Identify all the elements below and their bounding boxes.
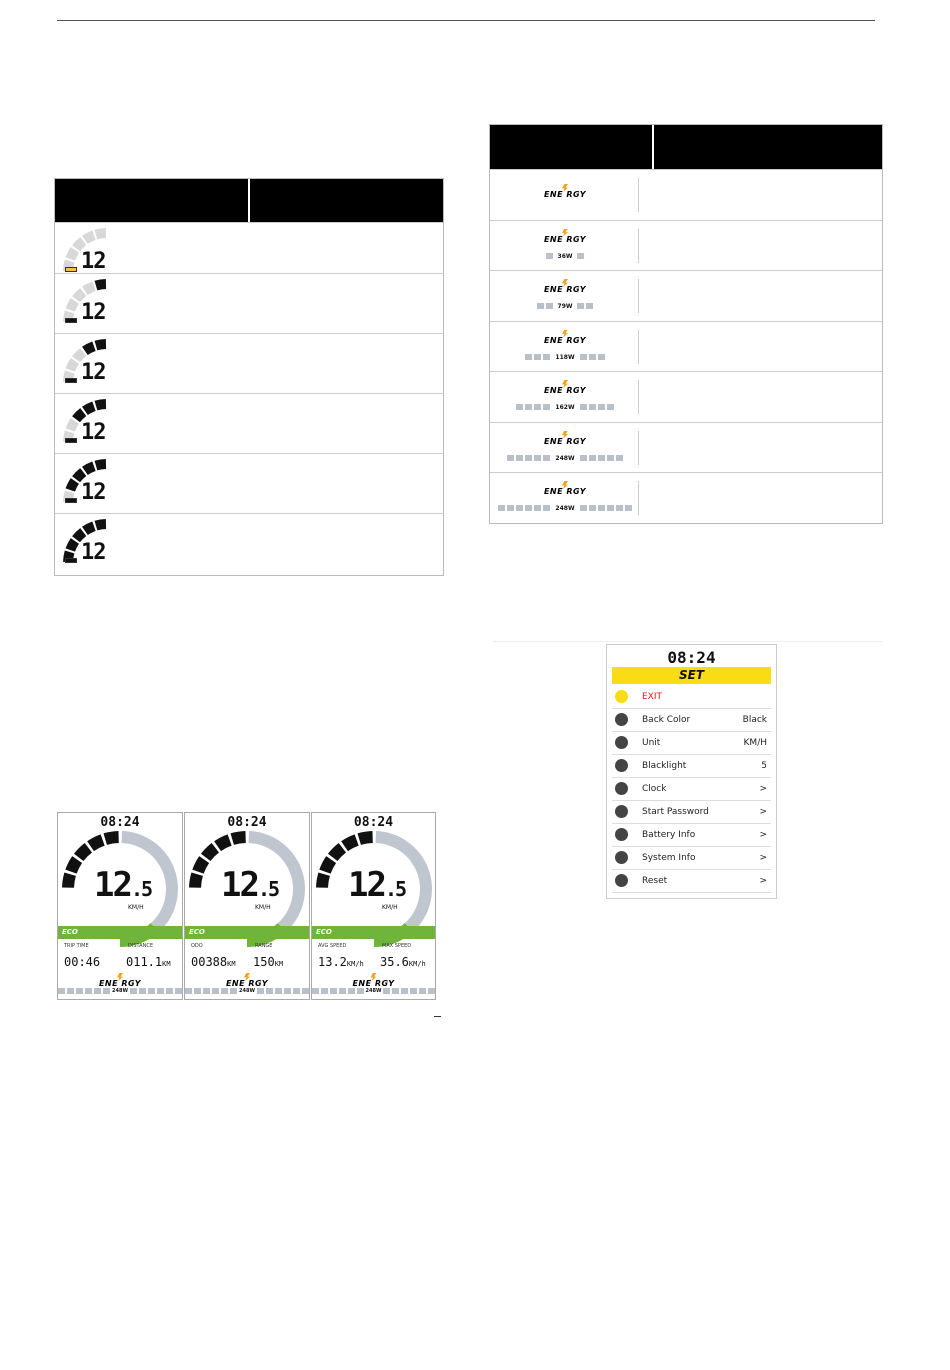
battery-percent-badge [65,378,77,383]
stat-value-left-number: 00388 [191,955,228,969]
speedometer-icon [615,736,628,749]
assist-level-row [55,513,443,574]
energy-bar-meter [58,988,182,994]
energy-bar [185,988,192,994]
energy-bar [625,505,632,511]
cell-divider [638,380,639,414]
energy-bar [284,988,291,994]
energy-bar [543,404,550,410]
eco-mode-bar: ECO [312,926,435,939]
energy-level-row [490,220,882,271]
stat-value-right [380,955,426,969]
stat-value-right-number: 150 [253,955,275,969]
assist-level-row [55,393,443,454]
energy-bar-meter [312,988,435,994]
stat-value-right-unit: KM [274,960,284,968]
gauge-segment [341,834,358,851]
energy-logo-text: ENE RGY [543,487,587,496]
set-menu-item-value: > [759,853,767,863]
battery-percent-badge [65,318,77,323]
energy-bar [534,455,541,461]
energy-logo [490,330,640,345]
set-menu-panel [606,644,777,899]
gauge-segment [95,228,107,239]
gauge-segment [319,856,336,873]
gauge-segment [87,834,104,851]
battery-percent-badge [65,438,77,443]
energy-bar [598,505,605,511]
gauge-segment [82,522,96,535]
gauge-segment [82,402,96,415]
energy-bar [266,988,273,994]
gauge-segment [66,298,79,312]
assist-gauge-number: 12 [81,300,106,325]
energy-bar [598,354,605,360]
energy-bar [586,303,593,309]
energy-watt: 118W [555,353,575,361]
energy-level-row [490,321,882,372]
set-menu-title: SET [612,667,771,684]
energy-bar [194,988,201,994]
stat-value-right-number: 35.6 [380,955,409,969]
energy-logo-text: ENE RGY [543,190,587,199]
stat-value-left [318,955,364,969]
energy-bar-meter [490,404,640,411]
energy-bar [293,988,300,994]
dash-mark [434,1016,441,1017]
energy-bar [221,988,228,994]
energy-bar [525,354,532,360]
assist-gauge-number: 12 [81,360,106,385]
exit-icon [615,690,628,703]
energy-bar [598,455,605,461]
stat-value-right-unit: KM/h [408,960,426,968]
set-menu-item-start-password[interactable] [612,801,771,824]
stat-label-right: RANGE [255,943,273,949]
stat-value-left-number: 13.2 [318,955,347,969]
palette-icon [615,713,628,726]
energy-watt: 248W [239,988,255,994]
energy-bar [580,404,587,410]
energy-bar [607,455,614,461]
energy-bar [525,404,532,410]
energy-bar [275,988,282,994]
assist-level-row [55,333,443,394]
energy-bar [543,455,550,461]
energy-bar [130,988,137,994]
gauge-segment [95,519,107,530]
screen-clock: 08:24 [100,815,140,830]
energy-bar [498,505,505,511]
stat-value-left [191,955,236,969]
screen-clock: 08:24 [227,815,267,830]
gauge-segment [66,358,79,372]
set-menu-item-label: Reset [642,876,668,886]
energy-bar [589,505,596,511]
set-menu-item-label: Unit [642,738,661,748]
energy-watt: 36W [557,252,573,260]
cell-divider [638,279,639,313]
energy-bar [616,505,623,511]
gauge-segment [316,873,330,888]
gauge-segment [214,834,231,851]
set-menu-item-back-color[interactable] [612,709,771,732]
gauge-segment [95,279,107,290]
screen-clock: 08:24 [353,815,394,830]
speed-unit: KM/H [255,904,271,911]
energy-bar [589,455,596,461]
assist-level-table [54,178,444,576]
energy-bar [230,988,237,994]
energy-bar [577,303,584,309]
stat-label-right: MAX SPEED [382,943,412,949]
energy-logo [490,431,640,446]
cell-divider [638,481,639,515]
speed-decimal: .5 [130,877,152,901]
energy-bar [157,988,164,994]
energy-bar [419,988,426,994]
energy-bar-meter [490,303,640,310]
stat-value-right-number: 011.1 [126,955,163,969]
gauge-segment [82,282,96,295]
cell-divider [638,431,639,465]
set-menu-item-unit[interactable] [612,732,771,755]
set-menu-item-value: > [759,807,767,817]
set-menu-item-label: System Info [642,853,696,863]
energy-bar [58,988,65,994]
gauge-segment [82,231,96,244]
energy-bar [103,988,110,994]
eco-mode-bar: ECO [58,926,182,939]
energy-level-table [489,124,883,524]
set-menu-item-label: Back Color [642,715,691,725]
energy-bar [580,455,587,461]
energy-bar [525,455,532,461]
energy-watt: 248W [365,988,382,994]
energy-bar-meter [185,988,309,994]
gauge-segment [74,843,92,861]
gauge-segment [95,339,107,350]
energy-table-header [490,125,882,169]
energy-logo-text: ENE RGY [543,285,587,294]
speed-integer: 12 [221,865,258,905]
energy-bar [212,988,219,994]
stat-value-left-number: 00:46 [64,955,101,969]
assist-level-row [55,453,443,514]
energy-logo [490,229,640,244]
cell-divider [638,229,639,263]
energy-level-row [490,270,882,321]
energy-logo-text: ENE RGY [543,386,587,395]
stat-value-right-unit: KM [162,960,171,968]
energy-bar [589,354,596,360]
energy-logo [312,973,435,988]
energy-bar [175,988,182,994]
brightness-icon [615,759,628,772]
assist-gauge-number: 12 [81,480,106,505]
energy-bar [534,404,541,410]
page-top-rule [57,20,875,21]
energy-bar-meter [490,455,640,462]
energy-bar-meter [490,354,640,361]
energy-bar [339,988,346,994]
energy-bar [410,988,417,994]
speed-readout [221,865,278,905]
stat-value-right [126,955,171,969]
energy-watt: 162W [555,404,575,411]
energy-bar-meter [490,505,640,512]
energy-bar [525,505,532,511]
energy-bar-meter [490,253,640,260]
energy-bar [85,988,92,994]
speed-decimal: .5 [257,877,279,901]
gauge-segment [358,831,373,845]
energy-level-row [490,422,882,473]
energy-watt: 248W [112,988,128,994]
speed-unit: KM/H [128,904,144,911]
energy-bar [580,354,587,360]
energy-bar [321,988,328,994]
energy-bar [139,988,146,994]
speed-readout [348,865,405,905]
gauge-segment [66,247,79,261]
energy-level-row [490,472,882,523]
gauge-segment [82,342,96,355]
energy-bar [392,988,399,994]
set-menu-item-value: 5 [761,761,767,771]
energy-bar [257,988,264,994]
assist-level-row [55,222,443,274]
lock-icon [615,805,628,818]
set-menu-item-value: > [759,876,767,886]
energy-bar [383,988,390,994]
energy-bar [607,505,614,511]
set-menu-item-system-info[interactable] [612,847,771,870]
stat-label-left: AVG SPEED [318,943,347,949]
set-menu-item-label: Blacklight [642,761,687,771]
energy-bar [67,988,74,994]
energy-bar [428,988,435,994]
energy-bar [507,505,514,511]
assist-table-header [55,179,443,222]
clock-icon [615,782,628,795]
energy-watt: 248W [555,454,575,462]
battery-percent-badge [65,267,77,272]
set-menu-item-value: > [759,784,767,794]
energy-bar [516,505,523,511]
energy-bar [546,303,553,309]
gauge-segment [104,831,119,845]
energy-bar [516,404,523,410]
stat-label-left: ODO [191,943,203,949]
energy-logo-text: ENE RGY [543,335,587,345]
energy-bar [94,988,101,994]
energy-bar [616,455,623,461]
speed-integer: 12 [94,865,131,905]
stat-value-left [64,955,100,969]
set-menu-item-label: Start Password [642,807,709,817]
gauge-segment [231,831,246,845]
set-menu-item-label: EXIT [642,692,663,702]
gauge-segment [328,843,346,861]
energy-logo-text: ENE RGY [98,979,142,988]
energy-bar [543,505,550,511]
battery-percent-badge [65,498,77,503]
stat-value-left-unit: KM/h [346,960,364,968]
energy-bar [148,988,155,994]
set-menu-item-exit[interactable] [612,686,771,709]
energy-bar [577,253,584,259]
energy-bar [516,455,523,461]
speed-unit: KM/H [382,904,398,911]
speed-integer: 12 [348,865,385,905]
stat-value-left-unit: KM [227,960,236,968]
energy-bar [580,505,587,511]
energy-logo-text: ENE RGY [352,979,395,988]
energy-bar [348,988,355,994]
energy-bar [401,988,408,994]
energy-logo [490,380,640,395]
set-menu-item-battery-info[interactable] [612,824,771,847]
set-menu-item-reset[interactable] [612,870,771,893]
energy-logo-text: ENE RGY [225,979,269,988]
gauge-segment [65,856,82,873]
gauge-segment [66,418,79,432]
set-menu-clock: 08:24 [667,648,716,667]
energy-bar [330,988,337,994]
energy-logo [58,973,182,988]
energy-bar [607,404,614,410]
bike-display-screen [57,812,183,1000]
divider [493,641,882,642]
set-menu-item-label: Battery Info [642,830,696,840]
cell-divider [638,330,639,364]
energy-logo-text: ENE RGY [543,234,587,244]
stat-label-right: DISTANCE [128,943,153,949]
eco-mode-bar: ECO [185,926,309,939]
energy-bar [76,988,83,994]
assist-gauge-number: 12 [81,420,106,445]
energy-bar [598,404,605,410]
gauge-segment [82,462,96,475]
set-menu-item-value: > [759,830,767,840]
energy-bar [166,988,173,994]
set-menu-item-value: KM/H [743,738,767,748]
energy-bar [589,404,596,410]
set-menu-item-label: Clock [642,784,667,794]
energy-bar [312,988,319,994]
energy-logo [185,973,309,988]
stat-value-right [253,955,283,969]
bike-display-screen [184,812,310,1000]
gauge-segment [95,459,107,470]
energy-bar [357,988,364,994]
energy-watt: 79W [557,303,573,310]
energy-bar [302,988,309,994]
cell-divider [638,178,639,212]
gauge-segment [95,399,107,410]
assist-gauge-number: 12 [81,540,106,565]
energy-logo [490,279,640,294]
set-menu-item-value: Black [742,715,767,725]
gauge-segment [201,843,219,861]
energy-bar [537,303,544,309]
bike-display-screen [311,812,436,1000]
energy-logo [490,184,640,199]
energy-bar [534,354,541,360]
energy-bar [507,455,514,461]
set-menu-item-clock[interactable] [612,778,771,801]
info-icon [615,851,628,864]
stat-label-left: TRIP TIME [64,943,89,949]
energy-bar [543,354,550,360]
gauge-segment [66,478,79,492]
energy-level-row [490,371,882,422]
energy-bar [203,988,210,994]
set-menu-item-blacklight[interactable] [612,755,771,778]
energy-level-row [490,169,882,220]
gauge-segment [192,856,209,873]
battery-percent-badge [65,558,77,563]
assist-level-row [55,273,443,334]
energy-logo [490,481,640,496]
speed-decimal: .5 [384,877,406,901]
battery-icon [615,828,628,841]
gauge-segment [189,873,203,888]
energy-bar [534,505,541,511]
reset-icon [615,874,628,887]
assist-gauge-number: 12 [81,249,106,274]
energy-logo-text: ENE RGY [543,436,587,446]
gauge-segment [66,538,79,552]
gauge-segment [62,873,76,888]
energy-bar [546,253,553,259]
energy-watt: 248W [555,505,575,512]
speed-readout [94,865,151,905]
